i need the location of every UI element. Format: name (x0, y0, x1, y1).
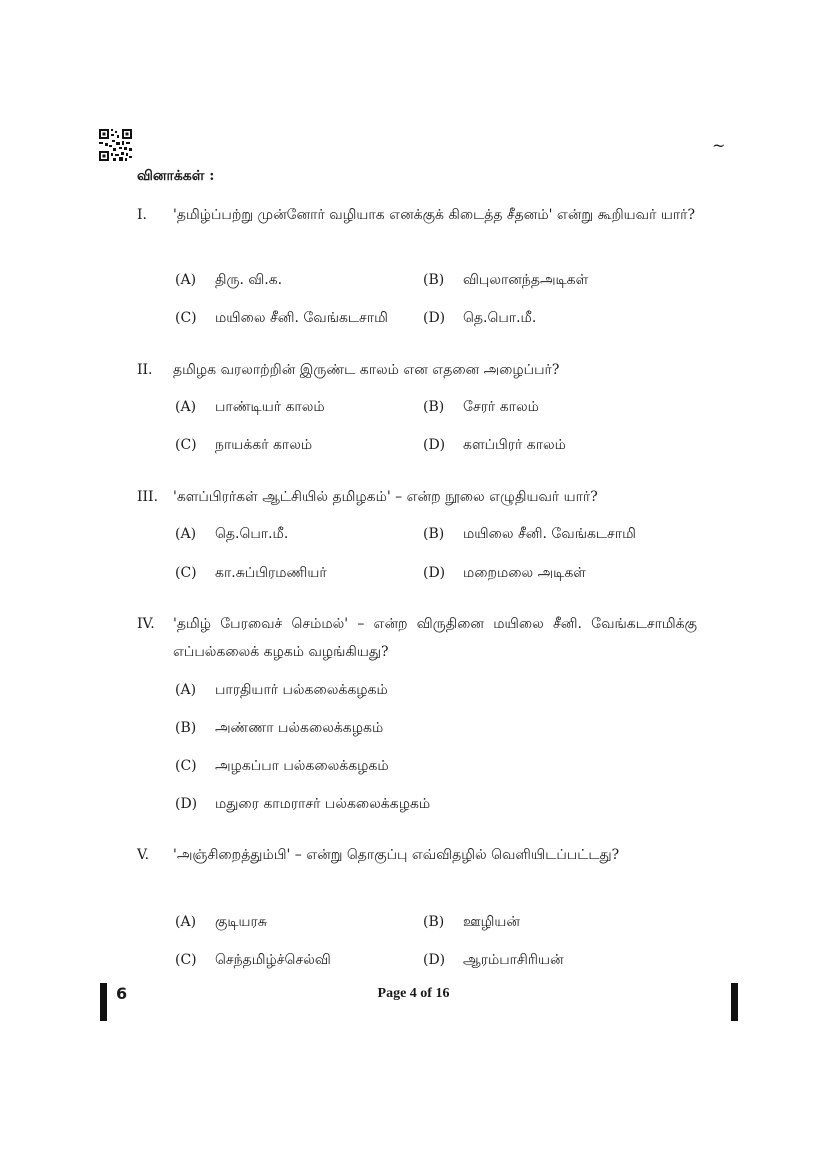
section-heading: வினாக்கள் : (137, 168, 215, 184)
corner-tilde: ~ (712, 136, 726, 155)
option-text: மயிலை சீனி. வேங்கடசாமி (215, 310, 388, 326)
option-label: (B) (175, 720, 197, 736)
option-label: (B) (423, 399, 445, 415)
option-text: தெ.பொ.மீ. (215, 526, 289, 542)
question-5 (137, 841, 697, 869)
option-b (423, 397, 539, 417)
option-text: மதுரை காமராசர் பல்கலைக்கழகம் (215, 796, 431, 812)
option-label: (D) (423, 952, 446, 968)
page-code: 6 (116, 984, 128, 1003)
question-number: II. (137, 362, 153, 378)
question-text: 'தமிழ்ப்பற்று முன்னோர் வழியாக எனக்குக் கிடைத்த சீதனம்' என்று கூறியவர் யார்? (173, 207, 695, 223)
option-label: (A) (175, 526, 197, 542)
option-text: ஊழியன் (463, 914, 520, 930)
option-label: (A) (175, 682, 197, 698)
option-b (423, 912, 520, 932)
option-text: குடியரசு (215, 914, 267, 930)
question-1 (137, 201, 697, 229)
option-c (175, 756, 389, 776)
option-label: (C) (175, 565, 197, 581)
option-text: கா.சுப்பிரமணியர் (215, 565, 327, 581)
option-label: (D) (423, 565, 446, 581)
option-c (175, 563, 327, 583)
page-number: Page 4 of 16 (377, 986, 450, 1001)
question-3 (137, 483, 697, 511)
qr-code-icon (99, 129, 132, 161)
option-c (175, 308, 388, 328)
option-label: (A) (175, 914, 197, 930)
option-label: (B) (423, 272, 445, 288)
option-text: நாயக்கர் காலம் (215, 437, 313, 453)
option-text: களப்பிரர் காலம் (463, 437, 566, 453)
option-label: (D) (423, 310, 446, 326)
option-label: (B) (423, 914, 445, 930)
question-number: IV. (137, 616, 155, 632)
option-text: தெ.பொ.மீ. (463, 310, 537, 326)
option-d (423, 950, 564, 970)
option-d (175, 794, 430, 814)
option-a (175, 680, 388, 700)
option-text: ஆரம்பாசிரியன் (463, 952, 564, 968)
option-label: (A) (175, 272, 197, 288)
option-text: விபுலானந்தஅடிகள் (463, 272, 589, 288)
option-text: பாண்டியர் காலம் (215, 399, 325, 415)
option-text: திரு. வி.க. (215, 272, 283, 288)
question-number: I. (137, 207, 147, 223)
option-a (175, 912, 267, 932)
option-text: சேரர் காலம் (463, 399, 539, 415)
option-label: (D) (423, 437, 446, 453)
option-c (175, 435, 312, 455)
option-text: செந்தமிழ்ச்செல்வி (215, 952, 331, 968)
question-text: 'அஞ்சிறைத்தும்பி' – என்று தொகுப்பு எவ்விதழில் வெளியிடப்பட்டது? (173, 847, 620, 863)
option-label: (A) (175, 399, 197, 415)
option-d (423, 308, 536, 328)
option-label: (C) (175, 758, 197, 774)
option-label: (B) (423, 526, 445, 542)
option-label: (C) (175, 437, 197, 453)
footer-bar-right (731, 983, 738, 1021)
option-text: அண்ணா பல்கலைக்கழகம் (215, 720, 384, 736)
option-label: (C) (175, 952, 197, 968)
question-text: 'தமிழ் பேரவைச் செம்மல்' – என்ற விருதினை மயிலை சீனி. வேங்கடசாமிக்கு எப்பல்கலைக் கழகம் வழங்கியது? (173, 616, 697, 660)
question-4 (137, 610, 697, 666)
question-number: V. (137, 847, 150, 863)
option-c (175, 950, 331, 970)
option-b (423, 524, 636, 544)
question-text: தமிழக வரலாற்றின் இருண்ட காலம் என எதனை அழைப்பர்? (173, 362, 560, 378)
option-text: மறைமலை அடிகள் (463, 565, 586, 581)
option-b (175, 718, 383, 738)
option-label: (C) (175, 310, 197, 326)
option-text: பாரதியார் பல்கலைக்கழகம் (215, 682, 388, 698)
question-2 (137, 356, 697, 384)
option-a (175, 270, 282, 290)
option-text: அழகப்பா பல்கலைக்கழகம் (215, 758, 389, 774)
option-text: மயிலை சீனி. வேங்கடசாமி (463, 526, 636, 542)
question-text: 'களப்பிரர்கள் ஆட்சியில் தமிழகம்' – என்ற நூலை எழுதியவர் யார்? (173, 489, 598, 505)
option-d (423, 435, 566, 455)
option-a (175, 524, 288, 544)
option-label: (D) (175, 796, 198, 812)
option-b (423, 270, 588, 290)
option-a (175, 397, 325, 417)
option-d (423, 563, 586, 583)
question-number: III. (137, 489, 159, 505)
